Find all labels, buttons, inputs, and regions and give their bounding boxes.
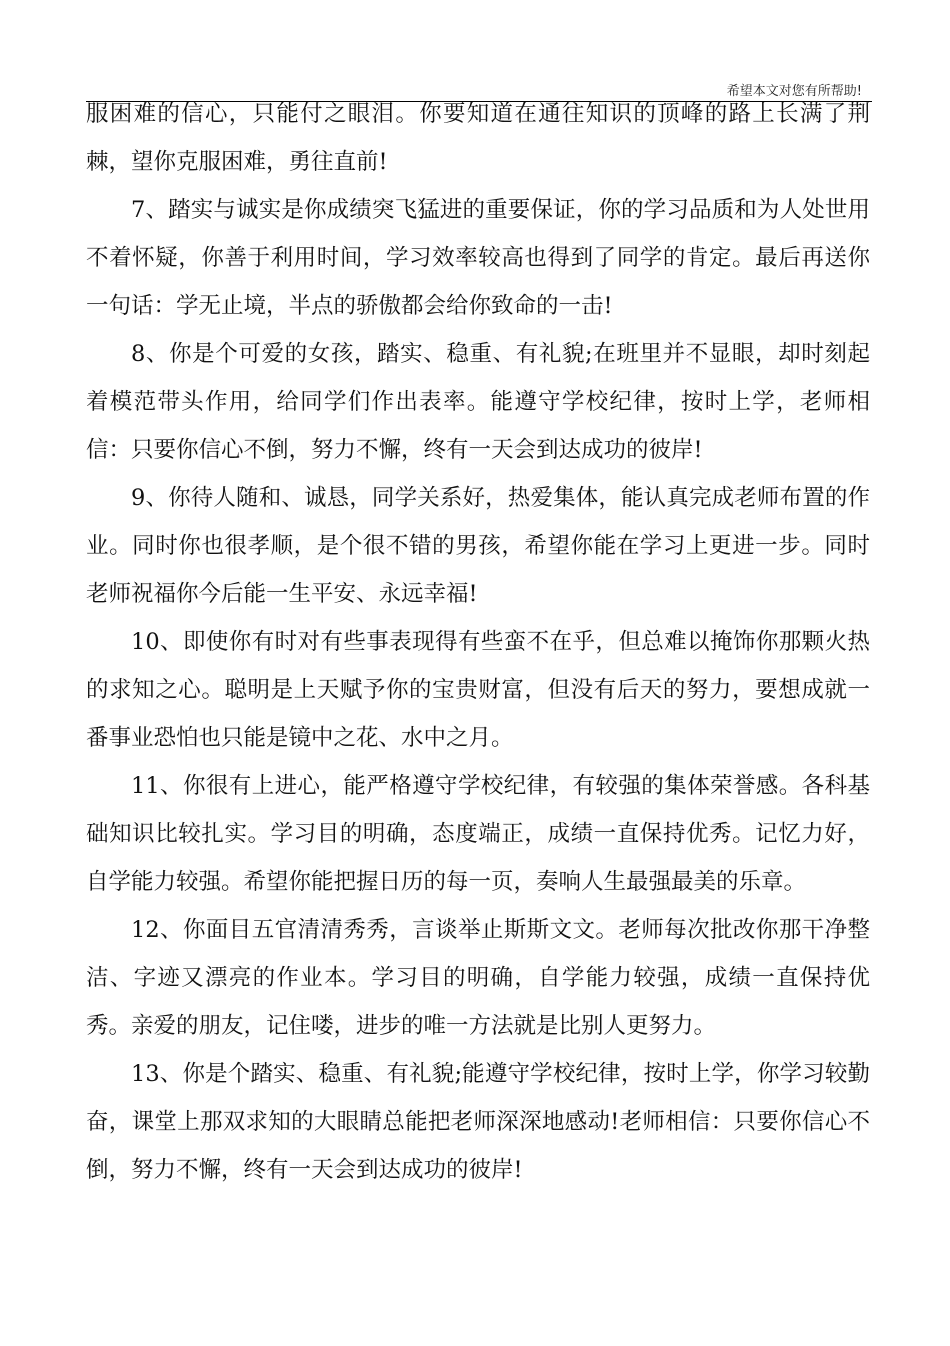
- paragraph-9: 9、你待人随和、诚恳，同学关系好，热爱集体，能认真完成老师布置的作业。同时你也很孝顺，是个很不错的男孩，希望你能在学习上更进一步。同时老师祝福你今后能一生平安、永远幸福!: [86, 485, 870, 607]
- paragraph-12: 12、你面目五官清清秀秀，言谈举止斯斯文文。老师每次批改你那干净整洁、字迹又漂亮的作业本。学习目的明确，自学能力较强，成绩一直保持优秀。亲爱的朋友，记住喽，进步的唯一方法就是比别人更努力。: [86, 917, 870, 1039]
- paragraph-11: 11、你很有上进心，能严格遵守学校纪律，有较强的集体荣誉感。各科基础知识比较扎实。学习目的明确，态度端正，成绩一直保持优秀。记忆力好，自学能力较强。希望你能把握日历的每一页，奏响人生最强最美的乐章。: [86, 773, 870, 895]
- document-body: [86, 90, 870, 1194]
- header-note: 希望本文对您有所帮助!: [726, 84, 862, 99]
- paragraph-7: 7、踏实与诚实是你成绩突飞猛进的重要保证，你的学习品质和为人处世用不着怀疑，你善于利用时间，学习效率较高也得到了同学的肯定。最后再送你一句话：学无止境，半点的骄傲都会给你致命的一击!: [86, 197, 870, 319]
- paragraph-10: 10、即使你有时对有些事表现得有些蛮不在乎，但总难以掩饰你那颗火热的求知之心。聪明是上天赋予你的宝贵财富，但没有后天的努力，要想成就一番事业恐怕也只能是镜中之花、水中之月。: [86, 629, 870, 751]
- paragraph-8: 8、你是个可爱的女孩，踏实、稳重、有礼貌;在班里并不显眼，却时刻起着模范带头作用，给同学们作出表率。能遵守学校纪律，按时上学，老师相信：只要你信心不倒，努力不懈，终有一天会到达成功的彼岸!: [86, 341, 870, 463]
- paragraph-13: 13、你是个踏实、稳重、有礼貌;能遵守学校纪律，按时上学，你学习较勤奋，课堂上那双求知的大眼睛总能把老师深深地感动!老师相信：只要你信心不倒，努力不懈，终有一天会到达成功的彼岸!: [86, 1061, 870, 1183]
- paragraph-continued: 服困难的信心，只能付之眼泪。你要知道在通往知识的顶峰的路上长满了荆棘，望你克服困难，勇往直前!: [86, 101, 870, 175]
